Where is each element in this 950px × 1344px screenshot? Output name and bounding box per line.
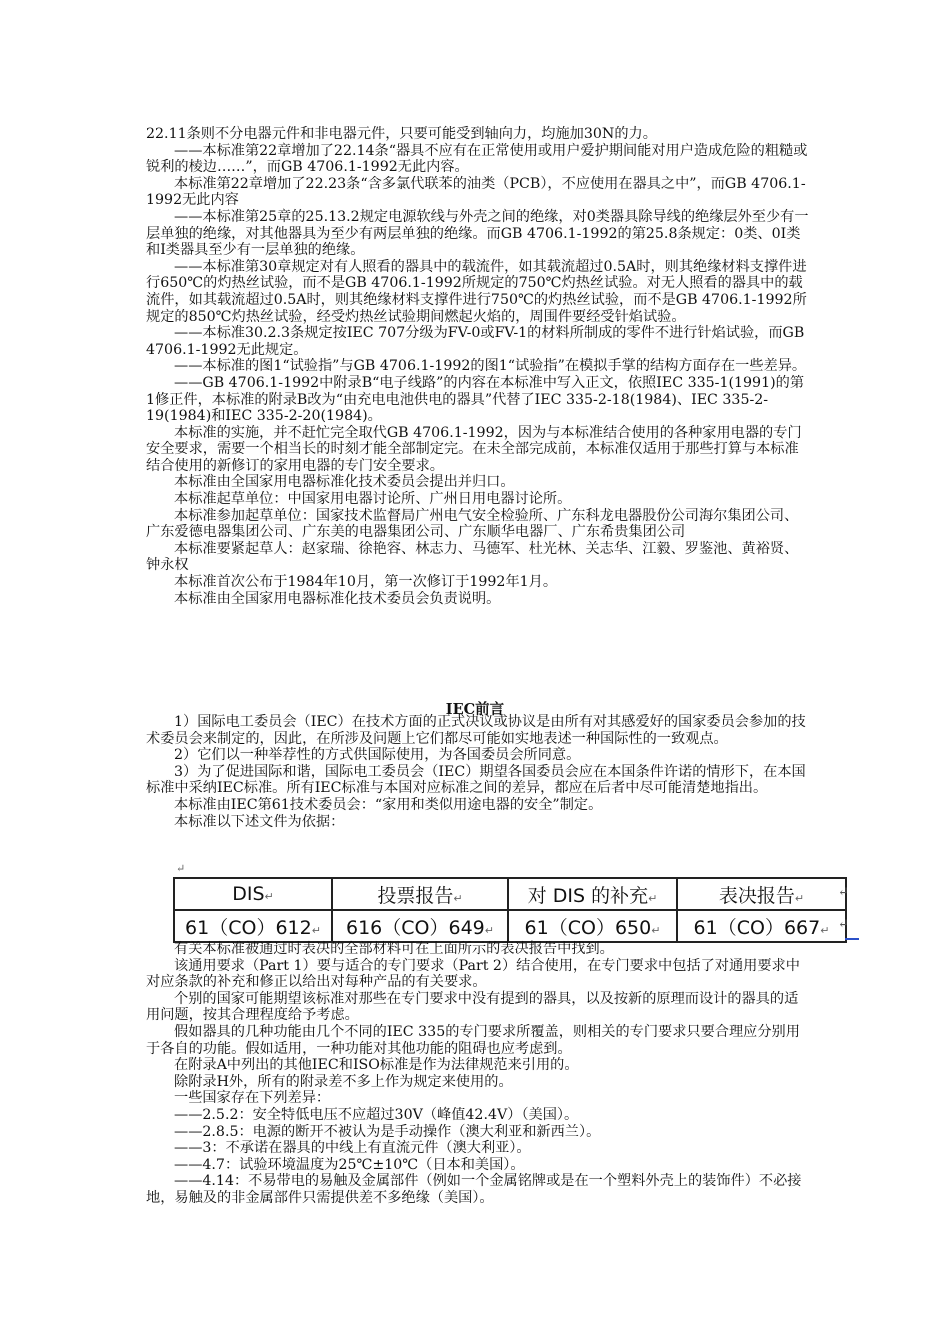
table-row (174, 910, 846, 942)
paragraph: 本标准以下述文件为依据： (174, 813, 345, 830)
paragraph: 有关本标准被通过时表决的全部材料可在上面所示的表决报告中找到。 (174, 941, 614, 957)
paragraph: 本标准由全国家用电器标准化技术委员会负责说明。 (174, 590, 501, 607)
paragraph: 2）它们以一种举荐性的方式供国际使用，为各国委员会所同意。 (174, 747, 581, 764)
table-cell: 61（CO）667↵ (677, 910, 846, 942)
voting-documents-table (173, 877, 847, 943)
table-header-cell: 表决报告↵ (677, 878, 846, 910)
paragraph: 3）为了促进国际和谐，国际电工委员会（IEC）期望各国委员会应在本国条件许诺的情形下，在本国标准中采纳IEC标准。所有IEC标准与本国对应标准之间的差异，都应在后者中尽可能清楚地指出。 (146, 763, 806, 797)
paragraph: 本标准起草单位：中国家用电器讨论所、广州日用电器讨论所。 (174, 491, 572, 508)
cursor-marker (845, 938, 859, 940)
paragraph: 一些国家存在下列差异： (174, 1090, 331, 1107)
paragraph: 本标准首次公布于1984年10月，第一次修订于1992年1月。 (174, 574, 558, 591)
table-header-cell: DIS↵ (174, 878, 332, 910)
paragraph: ——2.5.2：安全特低电压不应超过30V（峰值42.4V）（美国）。 (174, 1106, 579, 1123)
paragraph-mark-icon: ↵ (176, 862, 186, 875)
paragraph: 个别的国家可能期望该标准对那些在专门要求中没有提到的器具，以及按新的原理而设计的器具的适用问题，按其合理程度给予考虑。 (146, 990, 799, 1024)
paragraph: 本标准第22章增加了22.23条“含多氯代联苯的油类（PCB），不应使用在器具之中”，而GB 4706.1-1992无此内容 (146, 175, 806, 209)
paragraph: 该通用要求（Part 1）要与适合的专门要求（Part 2）结合使用，在专门要求中包括了对通用要求中对应条款的补充和修正以给出对每种产品的有关要求。 (146, 957, 800, 991)
table-header-cell: 投票报告↵ (332, 878, 508, 910)
paragraph: 本标准的实施，并不赶忙完全取代GB 4706.1-1992，因为与本标准结合使用的各种家用电器的专门安全要求，需要一个相当长的时刻才能全部制定完。在未全部完成前，本标准仅适用于那些打算与本标准结合使用的新修订的家用电器的专门安全要求。 (146, 424, 802, 474)
table-cell: 61（CO）650↵ (508, 910, 677, 942)
paragraph: 1）国际电工委员会（IEC）在技术方面的正式决议或协议是由所有对其感爱好的国家委员会参加的技术委员会来制定的，因此，在所涉及问题上它们都尽可能如实地表述一种国际性的一致观点。 (146, 714, 806, 747)
preface-section (146, 126, 810, 607)
paragraph: 22.11条则不分电器元件和非电器元件，只要可能受到轴向力，均施加30N的力。 (146, 126, 657, 142)
row-end-mark-icon: ↵ (838, 885, 849, 900)
table-cell: 616（CO）649↵ (332, 910, 508, 942)
iec-foreword-continued (146, 941, 810, 1207)
paragraph: 除附录H外，所有的附录差不多上作为规定来使用的。 (174, 1073, 513, 1090)
paragraph: ——本标准第30章规定对有人照看的器具中的载流件，如其载流超过0.5A时，则其绝缘材料支撑件进行650℃的灼热丝试验，而不是GB 4706.1-1992所规定的750℃灼热丝试验。对无人照看的器具中的载流件，如其载流超过0.5A时，则其绝缘材料支撑件进行750℃的灼热丝试验，而不是GB 4706.1-1992所规定的850℃灼热丝试验，经受灼热丝试验期间燃起火焰的，周围件要经受针焰试验。 (146, 258, 807, 325)
paragraph: ——GB 4706.1-1992中附录B“电子线路”的内容在本标准中写入正文，依照IEC 335-1(1991)的第1修正件，本标准的附录B改为“由充电电池供电的器具”代替了IEC 335-2-18(1984)、IEC 335-2-19(1984)和IEC 335-2-20(1984)。 (146, 374, 805, 425)
paragraph: ——本标准30.2.3条规定按IEC 707分级为FV-0或FV-1的材料所制成的零件不进行针焰试验，而GB 4706.1-1992无此规定。 (146, 325, 805, 358)
paragraph: 本标准要紧起草人：赵家瑞、徐艳容、林志力、马德军、杜光林、关志华、江毅、罗鉴池、黄裕贤、钟永权 (146, 540, 799, 574)
paragraph: ——3：不承诺在器具的中线上有直流元件（澳大利亚）。 (174, 1140, 531, 1157)
iec-foreword-section (146, 714, 810, 830)
paragraph: ——本标准的图1“试验指”与GB 4706.1-1992的图1“试验指”在模拟手掌的结构方面存在一些差异。 (174, 358, 807, 375)
paragraph: 本标准参加起草单位：国家技术监督局广州电气安全检验所、广东科龙电器股份公司海尔集团公司、广东爱德电器集团公司、广东美的电器集团公司、广东顺华电器厂、广东希贵集团公司 (146, 507, 799, 541)
paragraph: ——本标准第25章的25.13.2规定电源软线与外壳之间的绝缘，对0类器具除导线的绝缘层外至少有一层单独的绝缘，对其他器具为至少有两层单独的绝缘。而GB 4706.1-1992的第25.8条规定：0类、0Ⅰ类和Ⅰ类器具至少有一层单独的绝缘。 (146, 208, 809, 259)
paragraph: ——2.8.5：电源的断开不被认为是手动操作（澳大利亚和新西兰）。 (174, 1123, 601, 1140)
table-header-cell: 对 DIS 的补充↵ (508, 878, 677, 910)
table-cell: 61（CO）612↵ (174, 910, 332, 942)
paragraph: ——4.14：不易带电的易触及金属部件（例如一个金属铭牌或是在一个塑料外壳上的装饰件）不必接地，易触及的非金属部件只需提供差不多绝缘（美国）。 (146, 1173, 802, 1206)
table-header-row (174, 878, 846, 910)
row-end-mark-icon: ↵ (838, 917, 849, 932)
paragraph: 本标准由IEC第61技术委员会：“家用和类似用途电器的安全”制定。 (174, 796, 603, 813)
paragraph: 本标准由全国家用电器标准化技术委员会提出并归口。 (174, 474, 515, 491)
paragraph: ——本标准第22章增加了22.14条“器具不应有在正常使用或用户爱护期间能对用户造成危险的粗糙或锐利的棱边……”，而GB 4706.1-1992无此内容。 (146, 142, 808, 176)
paragraph: ——4.7：试验环境温度为25℃±10℃（日本和美国）。 (174, 1156, 525, 1173)
paragraph: 在附录A中列出的其他IEC和ISO标准是作为法律规范来引用的。 (174, 1057, 579, 1074)
iec-foreword-heading: IEC前言 (445, 701, 505, 718)
paragraph: 假如器具的几种功能由几个不同的IEC 335的专门要求所覆盖，则相关的专门要求只要合理应分别用于各自的功能。假如适用，一种功能对其他功能的阻碍也应考虑到。 (146, 1023, 800, 1057)
